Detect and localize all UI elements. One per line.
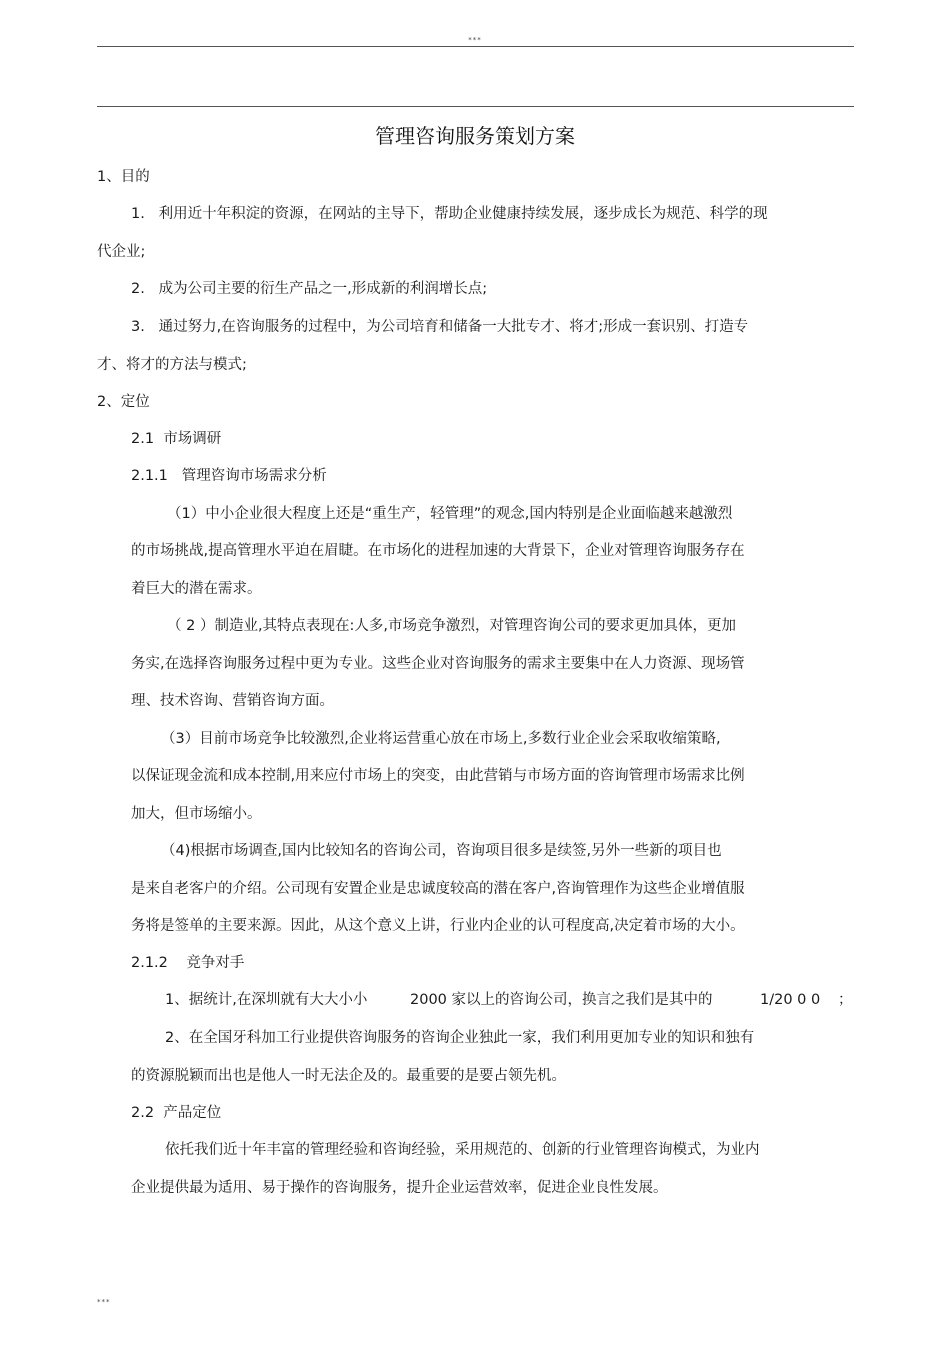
subsection-2-1-1-heading: 2.1.1 管理咨询市场需求分析 <box>131 468 327 484</box>
subsection-2-1-2-heading: 2.1.2 竞争对手 <box>131 955 245 971</box>
goal-3-line-1: 3. 通过努力,在咨询服务的过程中，为公司培育和储备一大批专才、将才;形成一套识别、打造专 <box>131 319 749 335</box>
section-1-heading: 1、目的 <box>97 169 150 185</box>
analysis-2-line-1: （ 2 ）制造业,其特点表现在:人多,市场竞争激烈，对管理咨询公司的要求更加具体，更加 <box>167 618 737 634</box>
competitor-1-part-2: 2000 家以上的咨询公司，换言之我们是其中的 <box>410 992 713 1008</box>
analysis-4-line-3: 务将是签单的主要来源。因此，从这个意义上讲，行业内企业的认可程度高,决定着市场的大小。 <box>131 918 745 934</box>
positioning-line-1: 依托我们近十年丰富的管理经验和咨询经验，采用规范的、创新的行业管理咨询模式，为业内 <box>165 1142 760 1158</box>
competitor-1-part-4: ； <box>838 992 853 1008</box>
section-2-heading: 2、定位 <box>97 394 150 410</box>
goal-2: 2. 成为公司主要的衍生产品之一,形成新的利润增长点; <box>131 281 488 297</box>
title-rule <box>97 106 854 107</box>
analysis-3-line-2: 以保证现金流和成本控制,用来应付市场上的突变，由此营销与市场方面的咨询管理市场需求比例 <box>131 768 745 784</box>
competitor-2-line-2: 的资源脱颖而出也是他人一时无法企及的。最重要的是要占领先机。 <box>131 1068 566 1084</box>
goal-1-line-2: 代企业; <box>97 244 146 260</box>
header-mark: *** <box>468 36 482 44</box>
goal-3-line-2: 才、将才的方法与模式; <box>97 357 247 373</box>
subsection-2-2-heading: 2.2 产品定位 <box>131 1105 222 1121</box>
competitor-1-part-1: 1、据统计,在深圳就有大大小小 <box>165 992 368 1008</box>
analysis-4-line-2: 是来自老客户的介绍。公司现有安置企业是忠诚度较高的潜在客户,咨询管理作为这些企业增值服 <box>131 881 745 897</box>
analysis-3-line-3: 加大，但市场缩小。 <box>131 806 262 822</box>
page-title: 管理咨询服务策划方案 <box>375 124 575 148</box>
analysis-1-line-3: 着巨大的潜在需求。 <box>131 581 262 597</box>
analysis-4-line-1: （4)根据市场调查,国内比较知名的咨询公司，咨询项目很多是续签,另外一些新的项目也 <box>161 843 722 859</box>
analysis-2-line-3: 理、技术咨询、营销咨询方面。 <box>131 693 334 709</box>
goal-1-line-1: 1. 利用近十年积淀的资源，在网站的主导下，帮助企业健康持续发展，逐步成长为规范、科学的现 <box>131 206 768 222</box>
positioning-line-2: 企业提供最为适用、易于操作的咨询服务，提升企业运营效率，促进企业良性发展。 <box>131 1180 668 1196</box>
competitor-1-part-3: 1/20 0 0 <box>760 992 821 1008</box>
competitor-2-line-1: 2、在全国牙科加工行业提供咨询服务的咨询企业独此一家，我们利用更加专业的知识和独有 <box>165 1030 755 1046</box>
analysis-3-line-1: （3）目前市场竞争比较激烈,企业将运营重心放在市场上,多数行业企业会采取收缩策略, <box>161 731 721 747</box>
analysis-2-line-2: 务实,在选择咨询服务过程中更为专业。这些企业对咨询服务的需求主要集中在人力资源、现场管 <box>131 656 745 672</box>
analysis-1-line-1: （1）中小企业很大程度上还是“重生产，轻管理”的观念,国内特别是企业面临越来越激烈 <box>167 506 733 522</box>
subsection-2-1-heading: 2.1 市场调研 <box>131 431 222 447</box>
header-rule <box>97 46 854 47</box>
footer-mark: *** <box>97 1298 111 1306</box>
analysis-1-line-2: 的市场挑战,提高管理水平迫在眉睫。在市场化的进程加速的大背景下，企业对管理咨询服务存在 <box>131 543 745 559</box>
